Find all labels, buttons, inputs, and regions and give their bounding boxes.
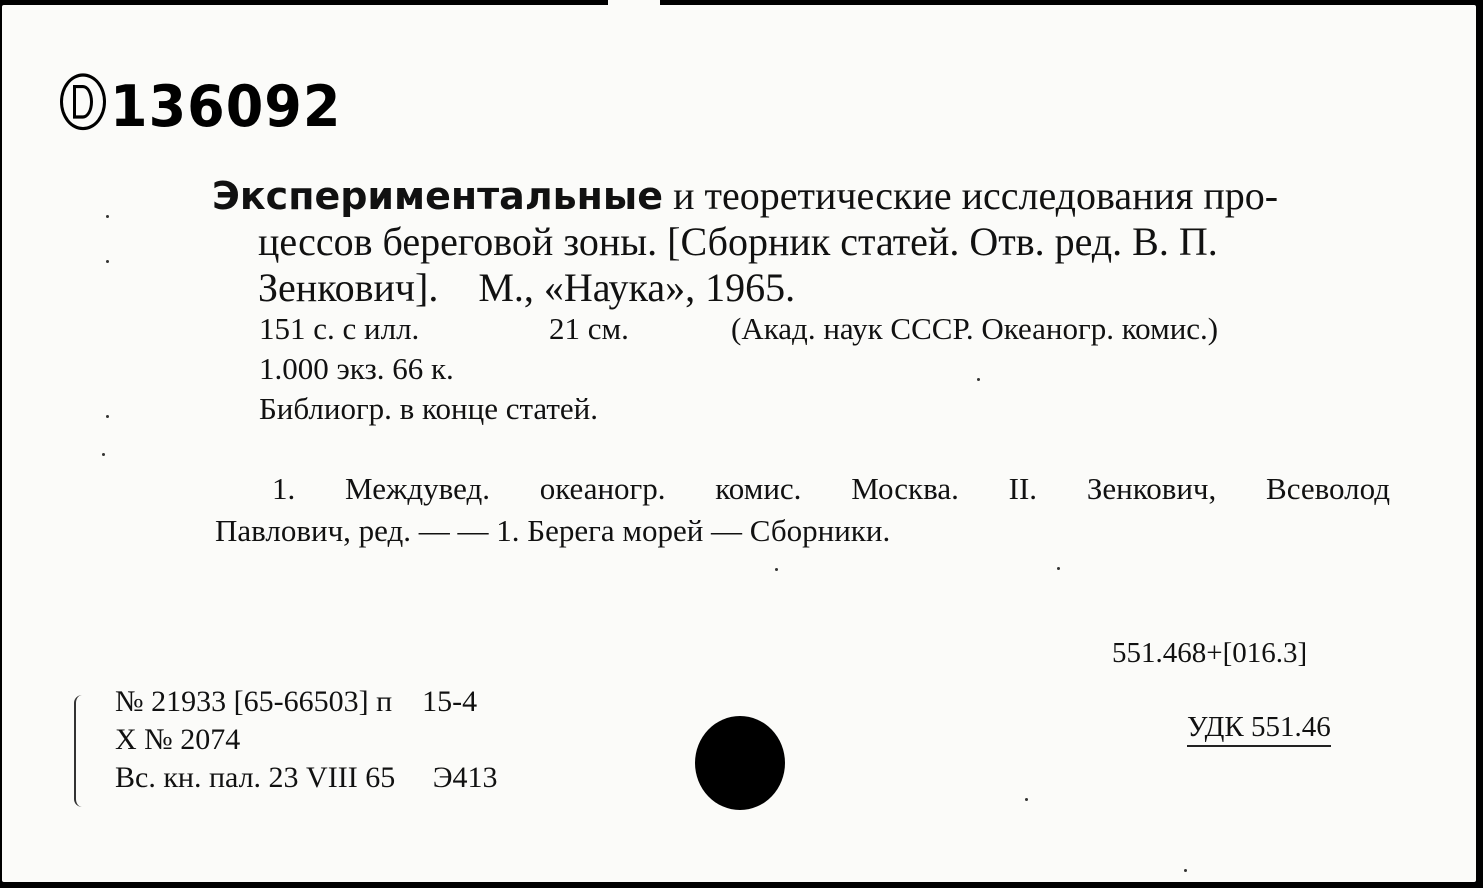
speck [775,568,778,571]
speck [1025,798,1028,801]
printing-info [115,683,498,797]
classification-number: 551.468+[016.3] [1112,637,1308,669]
tracings [215,468,1390,552]
speck [1057,567,1060,570]
card-number: 136092 [110,73,342,140]
tracing-line-1: 1. Междувед. океаногр. комис. Москва. II. Зенкович, Всеволод [272,471,1390,506]
speck [102,453,105,456]
bibliography-note: Библиогр. в конце статей. [259,391,599,426]
order-number: № 21933 [65-66503] п 15-4 [115,685,478,718]
entry-heading: Экспериментальные [212,174,664,218]
series: (Акад. наук СССР. Океаногр. комис.) [731,311,1219,346]
punch-hole [695,716,785,810]
size: 21 см. [549,311,629,346]
pages: 151 с. с илл. [259,311,420,346]
speck [106,260,109,263]
udk-number: УДК 551.46 [1187,711,1331,747]
handwritten-card-number [60,73,341,139]
x-number: X № 2074 [115,723,241,756]
collation-line [259,309,1389,349]
bibliographic-entry [212,173,1387,311]
imprint-line: Зенкович]. М., «Наука», 1965. [258,265,796,310]
speck [106,215,109,218]
collation-block [259,309,1389,429]
title-rest: и теоретические исследования про- [673,173,1279,218]
footer-bracket [74,695,90,807]
speck [977,378,980,381]
title-line-1 [212,173,1387,219]
circled-d-mark-icon [60,73,106,130]
title-line-2: цессов береговой зоны. [Сборник статей. Отв. ред. В. П. [258,219,1218,264]
catalog-card [2,5,1476,882]
card-top-notch [608,0,660,9]
tracing-line-2: Павлович, ред. — — 1. Берега морей — Сборники. [215,513,891,548]
chamber-info: Вс. кн. пал. 23 VIII 65 Э413 [115,761,498,794]
speck [106,415,109,418]
copies-price: 1.000 экз. 66 к. [259,351,454,386]
speck [1184,869,1187,872]
